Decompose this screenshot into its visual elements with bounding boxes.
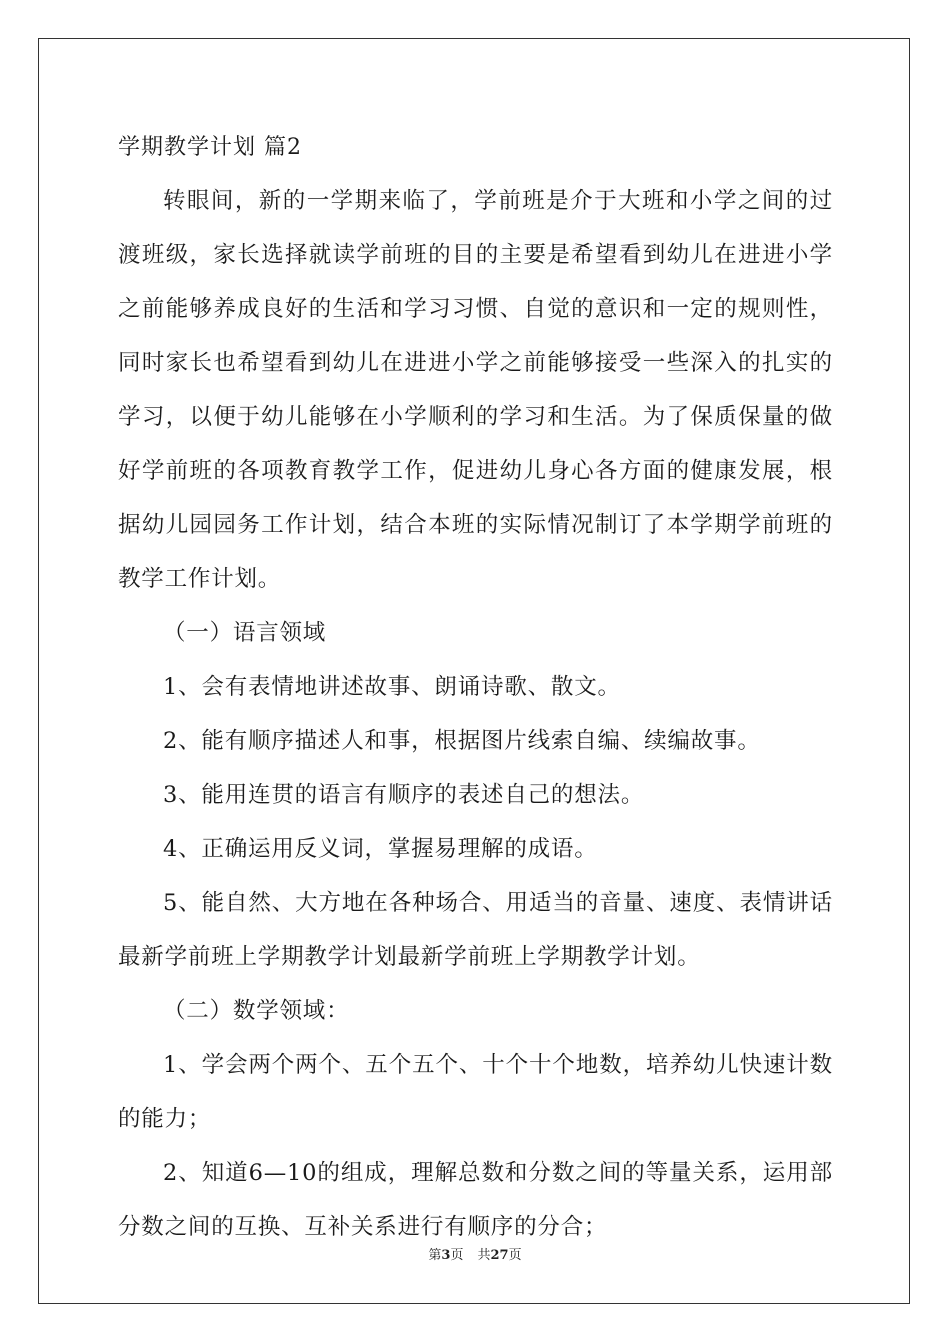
document-body (118, 128, 833, 1254)
current-page-number: 3 (441, 1248, 451, 1263)
total-suffix: 页 (508, 1248, 522, 1263)
list-item: 3、能用连贯的语言有顺序的表述自己的想法。 (163, 782, 645, 808)
list-item: 4、正确运用反义词，掌握易理解的成语。 (163, 836, 598, 862)
section-heading-math: （二）数学领域： (163, 998, 350, 1024)
total-prefix: 共 (477, 1248, 491, 1263)
paragraph-intro: 转眼间，新的一学期来临了，学前班是介于大班和小学之间的过渡班级，家长选择就读学前班的目的主要是希望看到幼儿在进进小学之前能够养成良好的生活和学习习惯、自觉的意识和一定的规则性，同时家长也希望看到幼儿在进进小学之前能够接受一些深入的扎实的学习，以便于幼儿能够在小学顺利的学习和生活。为了保质保量的做好学前班的各项教育教学工作，促进幼儿身心各方面的健康发展，根据幼儿园园务工作计划，结合本班的实际情况制订了本学期学前班的教学工作计划。 (118, 188, 833, 592)
page-label: 页 (450, 1248, 464, 1263)
total-page-number: 27 (490, 1248, 509, 1263)
page-footer (0, 1247, 950, 1265)
list-item: 1、会有表情地讲述故事、朗诵诗歌、散文。 (163, 674, 621, 700)
section-heading-language: （一）语言领域 (163, 620, 327, 646)
list-item: 2、能有顺序描述人和事，根据图片线索自编、续编故事。 (163, 728, 761, 754)
list-item: 1、学会两个两个、五个五个、十个十个地数，培养幼儿快速计数的能力； (118, 1052, 833, 1132)
list-item: 2、知道6—10的组成，理解总数和分数之间的等量关系，运用部分数之间的互换、互补关系进行有顺序的分合； (118, 1160, 833, 1240)
page-prefix: 第 (428, 1248, 442, 1263)
list-item: 5、能自然、大方地在各种场合、用适当的音量、速度、表情讲话最新学前班上学期教学计划最新学前班上学期教学计划。 (118, 890, 833, 970)
document-title: 学期教学计划 篇2 (118, 135, 302, 160)
